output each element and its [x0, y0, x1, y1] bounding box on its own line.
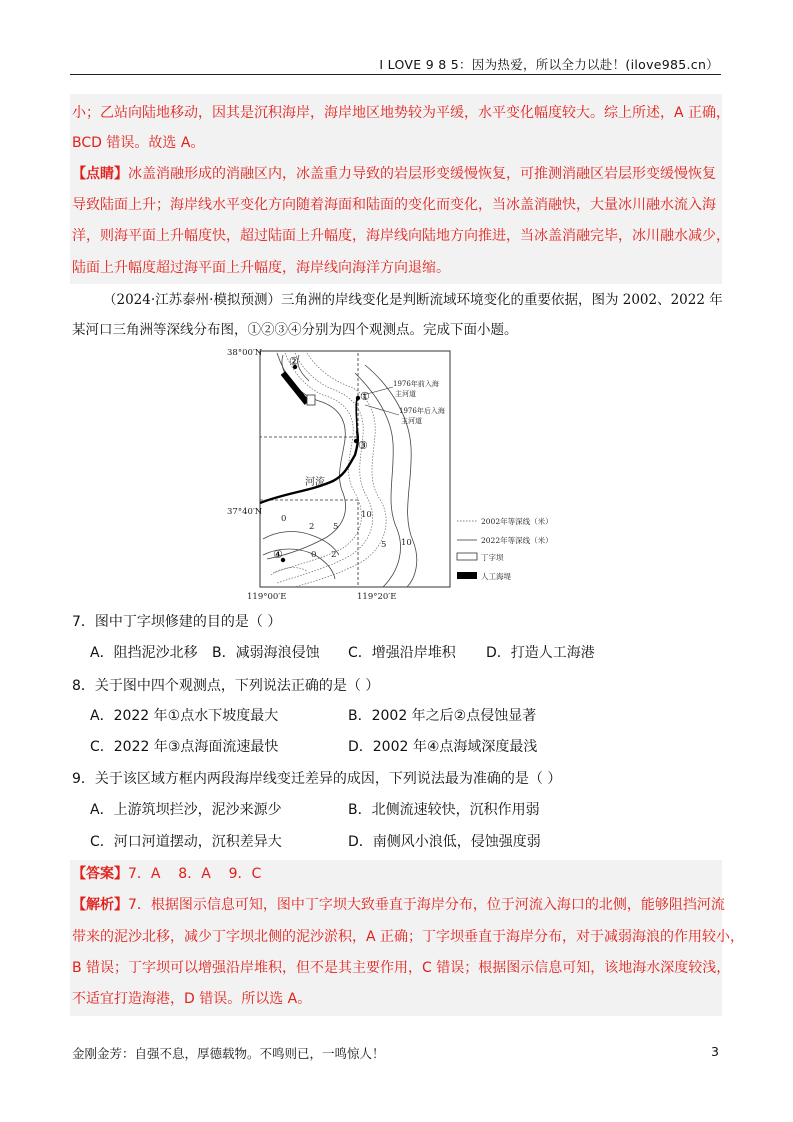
lat-mid: 37°40′N [227, 507, 263, 517]
depth-2b: 2 [331, 550, 337, 560]
tip-label: 【点睛】 [72, 166, 128, 182]
tip-line: 陆面上升幅度超过海平面上升幅度，海岸线向海洋方向退缩。 [72, 260, 450, 276]
question-7-stem: 7．图中丁字坝修建的目的是（ ） [72, 614, 282, 630]
river [260, 431, 358, 503]
depth-0a: 0 [281, 514, 287, 524]
point-3: ③ [358, 439, 368, 452]
answer-text: 7．A 8．A 9．C [128, 866, 262, 882]
point-2: ② [289, 355, 299, 368]
q9-option-d: D．南侧风小浪低，侵蚀强度弱 [348, 834, 541, 850]
q8-option-c: C．2022 年③点海面流速最快 [90, 739, 279, 755]
q7-option-c: C．增强沿岸堆积 [348, 645, 456, 661]
q9-option-a: A．上游筑坝拦沙，泥沙来源少 [90, 802, 282, 818]
delta-depth-map [215, 343, 555, 605]
analysis-line: 带来的泥沙北移，减少丁字坝北侧的泥沙淤积，A 正确；丁字坝垂直于海岸分布，对于减弱海浪的作用较小， [72, 929, 745, 945]
note1b: 主河道 [395, 390, 416, 398]
map-legend [457, 516, 553, 581]
analysis-line: 【解析】7．根据图示信息可知，图中丁字坝大致垂直于海岸分布，位于河流入海口的北侧，能够阻挡河流 [72, 897, 725, 913]
q7-option-a: A．阻挡泥沙北移 [90, 645, 198, 661]
intro-line: 某河口三角洲等深线分布图，①②③④分别为四个观测点。完成下面小题。 [72, 322, 518, 338]
q9-option-c: C．河口河道摆动，沉积差异大 [90, 834, 282, 850]
lon-left: 119°00′E [247, 592, 287, 602]
legend-groyne: 丁字坝 [481, 553, 504, 562]
block1-line: BCD 错误。故选 A。 [72, 135, 205, 151]
tip-line: 导致陆面上升；海岸线水平变化方向随着海面和陆面的变化而变化，当冰盖消融快，大量冰川融水流入海 [72, 197, 716, 213]
header-text: I LOVE 9 8 5：因为热爱，所以全力以赴！(ilove985.cn） [379, 57, 719, 72]
q9-option-b: B．北侧流速较快，沉积作用弱 [348, 802, 540, 818]
question-9-stem: 9．关于该区域方框内两段海岸线变迁差异的成因，下列说法最为准确的是（ ） [72, 771, 562, 787]
page-header [70, 52, 721, 75]
lat-top: 38°00′N [227, 348, 263, 358]
depth-0b: 0 [311, 550, 317, 560]
footer-motto: 金刚金芳：自强不息，厚德载物。不鸣则已，一鸣惊人！ [72, 1046, 385, 1061]
intro-line: （2024·江苏泰州·模拟预测）三角洲的岸线变化是判断流域环境变化的重要依据，图为 2002、2022 年 [103, 292, 723, 308]
depth-10a: 10 [361, 510, 372, 520]
depth-5a: 5 [333, 522, 339, 532]
region-box-south [260, 500, 358, 587]
legend-seawall: 人工海堤 [481, 572, 511, 581]
region-box-north [260, 351, 358, 437]
q8-option-b: B．2002 年之后②点侵蚀显著 [348, 708, 537, 724]
answer-label: 【答案】 [72, 866, 128, 882]
q8-option-a: A．2022 年①点水下坡度最大 [90, 708, 279, 724]
legend-2022: 2022年等深线（米） [481, 536, 553, 545]
depth-5b: 5 [381, 540, 387, 550]
analysis-line: 不适宜打造海港，D 错误。所以选 A。 [72, 991, 312, 1007]
tip-line: 【点睛】冰盖消融形成的消融区内，冰盖重力导致的岩层形变缓慢恢复，可推测消融区岩层形变缓慢恢复 [72, 166, 716, 182]
lon-right: 119°20′E [357, 592, 397, 602]
page-number: 3 [711, 1044, 719, 1059]
analysis-line: B 错误；丁字坝可以增强沿岸堆积，但不是其主要作用，C 错误；根据图示信息可知，该地海水深度较浅， [72, 960, 731, 976]
analysis-label: 【解析】 [72, 897, 128, 913]
river-label: 河流 [305, 477, 325, 488]
depth-2a: 2 [309, 522, 315, 532]
point-1: ① [360, 390, 370, 403]
block1-line: 小；乙站向陆地移动，因其是沉积海岸，海岸地区地势较为平缓，水平变化幅度较大。综上所述，A 正确， [72, 105, 731, 121]
note2a: 1976年后入海 [399, 407, 445, 415]
note2b: 主河道 [401, 417, 422, 425]
answer-line [72, 864, 261, 884]
tip-line: 洋，则海平面上升幅度快，超过陆面上升幅度，海岸线向陆地方向推进，当冰盖消融完毕，冰川融水减少， [72, 228, 730, 244]
legend-2002: 2002年等深线（米） [481, 517, 553, 526]
q7-option-d: D．打造人工海港 [486, 645, 595, 661]
q8-option-d: D．2002 年④点海域深度最浅 [348, 739, 538, 755]
point-4: ④ [273, 548, 283, 561]
question-8-stem: 8．关于图中四个观测点，下列说法正确的是（ ） [72, 678, 380, 694]
seawall [283, 373, 307, 403]
q7-option-b: B．减弱海浪侵蚀 [212, 645, 320, 661]
depth-10b: 10 [401, 538, 412, 548]
note1a: 1976年前入海 [393, 380, 439, 388]
groyne [307, 395, 315, 405]
